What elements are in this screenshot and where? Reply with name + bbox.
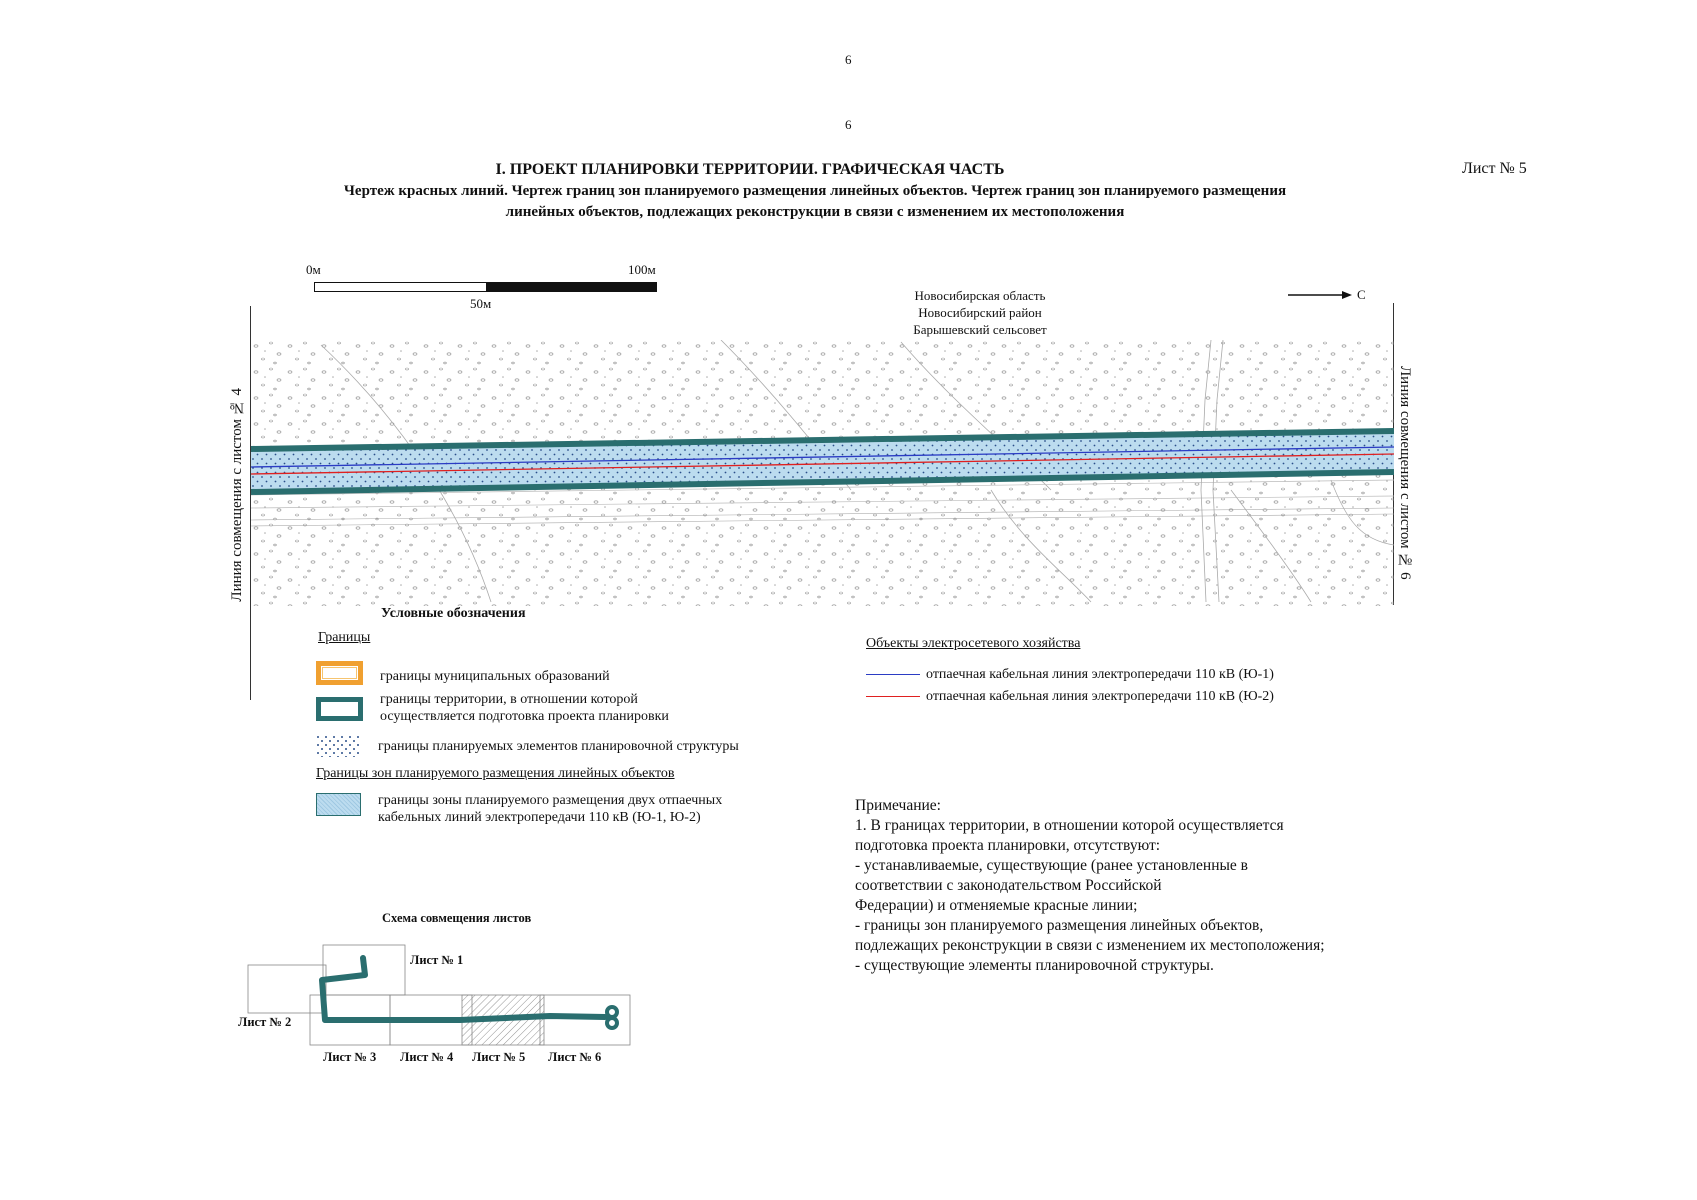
legend-line-yu2-swatch: [866, 696, 920, 697]
scale-bar: [314, 282, 657, 292]
key-label-sheet-4: Лист № 4: [400, 1050, 454, 1064]
drawing-subtitle-line1: Чертеж красных линий. Чертеж границ зон планируемого размещения линейных объектов. Чертеж границ зон планируемого размещения: [343, 183, 1287, 199]
legend-item-zone: границы зоны планируемого размещения двух отпаечных кабельных линий электропередачи 110 кВ (Ю-1, Ю-2): [378, 793, 723, 825]
legend-item-yu1: отпаечная кабельная линия электропередачи 110 кВ (Ю-1): [926, 667, 1274, 682]
legend-item-yu2: отпаечная кабельная линия электропередачи 110 кВ (Ю-2): [926, 689, 1274, 704]
note-line: Федерации) и отменяемые красные линии;: [855, 897, 1138, 914]
zone-swatch: [316, 793, 361, 816]
scale-bar-black-segment: [486, 283, 657, 291]
note-line: 1. В границах территории, в отношении которой осуществляется: [855, 817, 1284, 834]
note-title: Примечание:: [855, 797, 941, 814]
sheet-label: Лист № 5: [1462, 160, 1527, 177]
map-area: [251, 340, 1394, 606]
note-line: - существующие элементы планировочной структуры.: [855, 957, 1214, 974]
page-number-second: 6: [845, 117, 852, 132]
note-line: - границы зон планируемого размещения линейных объектов,: [855, 917, 1264, 934]
match-line-left-label: Линия совмещения с листом № 4: [229, 388, 245, 602]
drawing-title: I. ПРОЕКТ ПЛАНИРОВКИ ТЕРРИТОРИИ. ГРАФИЧЕСКАЯ ЧАСТЬ: [495, 161, 1005, 178]
note-line: подготовка проекта планировки, отсутствуют:: [855, 837, 1161, 854]
legend-section-power: Объекты электросетевого хозяйства: [866, 636, 1081, 651]
legend-section-boundaries: Границы: [318, 630, 371, 645]
north-arrow-icon: [1286, 288, 1356, 302]
key-map-title: Схема совмещения листов: [382, 911, 532, 925]
location-district: Новосибирский район: [918, 305, 1042, 320]
legend-section-zones: Границы зон планируемого размещения линейных объектов: [316, 766, 675, 781]
key-label-sheet-6: Лист № 6: [548, 1050, 602, 1064]
location-region: Новосибирская область: [914, 288, 1046, 303]
territory-boundary-swatch: [316, 697, 363, 721]
note-line: подлежащих реконструкции в связи с изменением их местоположения;: [855, 937, 1325, 954]
scale-bar-white-segment: [315, 283, 486, 291]
municipal-boundary-swatch: [316, 661, 363, 685]
key-label-sheet-1: Лист № 1: [410, 953, 464, 967]
page-number-top: 6: [845, 52, 852, 67]
scale-label-end: 100м: [628, 262, 656, 277]
drawing-subtitle-line2: линейных объектов, подлежащих реконструкции в связи с изменением их местоположения: [505, 204, 1125, 220]
scale-label-mid: 50м: [470, 296, 492, 311]
scale-label-start: 0м: [306, 262, 321, 277]
key-label-sheet-3: Лист № 3: [323, 1050, 377, 1064]
legend-item-planning-elements: границы планируемых элементов планировочной структуры: [378, 739, 739, 754]
match-line-right-label: Линия совмещения с листом № 6: [1397, 366, 1413, 580]
note-line: соответствии с законодательством Российской: [855, 877, 1162, 894]
key-label-sheet-5: Лист № 5: [472, 1050, 526, 1064]
note-block: [855, 796, 1415, 976]
legend-title: Условные обозначения: [381, 606, 526, 621]
legend-item-municipal: границы муниципальных образований: [380, 669, 610, 684]
north-arrow-label: С: [1357, 287, 1366, 302]
legend-item-territory: границы территории, в отношении которой осуществляется подготовка проекта планировки: [380, 692, 669, 724]
planning-elements-swatch: [316, 735, 360, 757]
key-sheet-2: [248, 965, 326, 1013]
note-line: - устанавливаемые, существующие (ранее установленные в: [855, 857, 1248, 874]
key-label-sheet-2: Лист № 2: [238, 1015, 292, 1029]
location-council: Барышевский сельсовет: [913, 322, 1047, 337]
legend-line-yu1-swatch: [866, 674, 920, 675]
